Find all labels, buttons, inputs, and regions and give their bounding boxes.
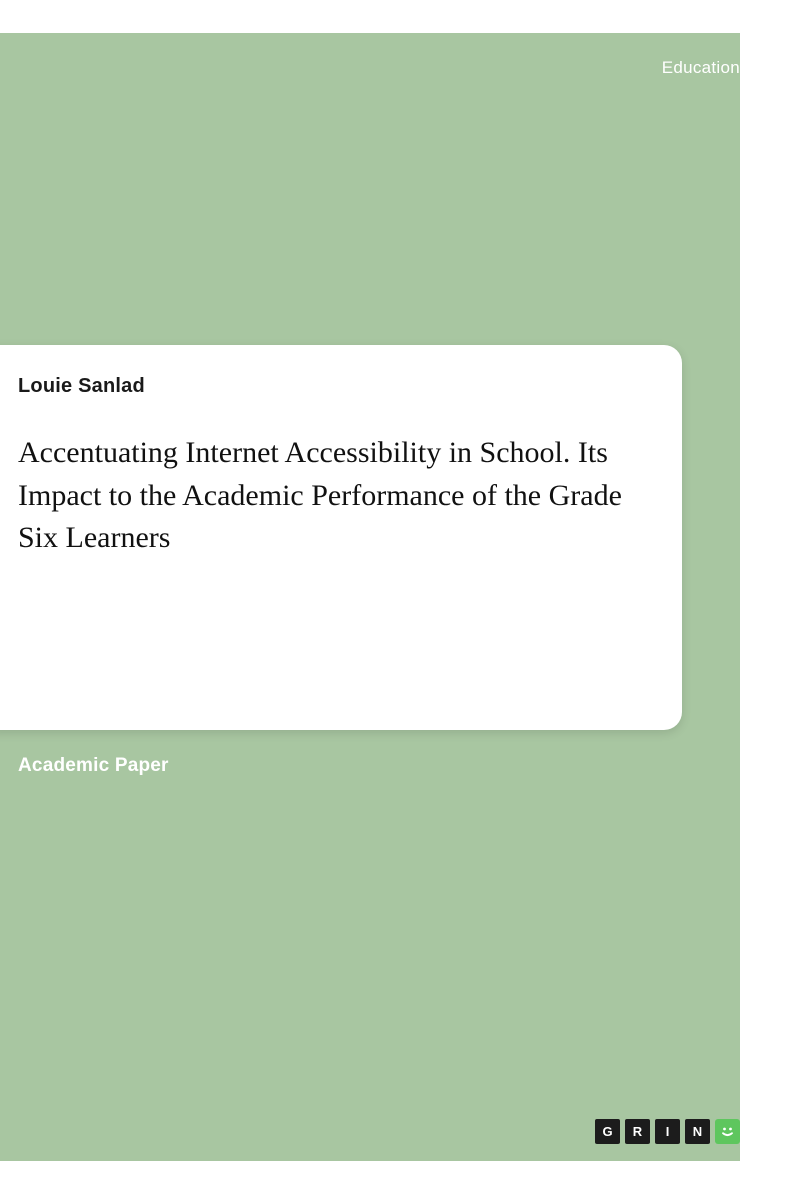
title-card [0, 345, 682, 730]
grin-logo [595, 1119, 740, 1144]
author-name: Louie Sanlad [18, 375, 145, 397]
logo-letter-g: G [595, 1119, 620, 1144]
category-label: Education [661, 58, 740, 77]
logo-letter-r: R [625, 1119, 650, 1144]
logo-letter-i: I [655, 1119, 680, 1144]
document-type-label: Academic Paper [18, 755, 169, 776]
logo-letter-n: N [685, 1119, 710, 1144]
page-title: Accentuating Internet Accessibility in School. Its Impact to the Academic Performance of the Grade Six Learners [18, 436, 622, 555]
smiley-face-icon [715, 1119, 740, 1144]
